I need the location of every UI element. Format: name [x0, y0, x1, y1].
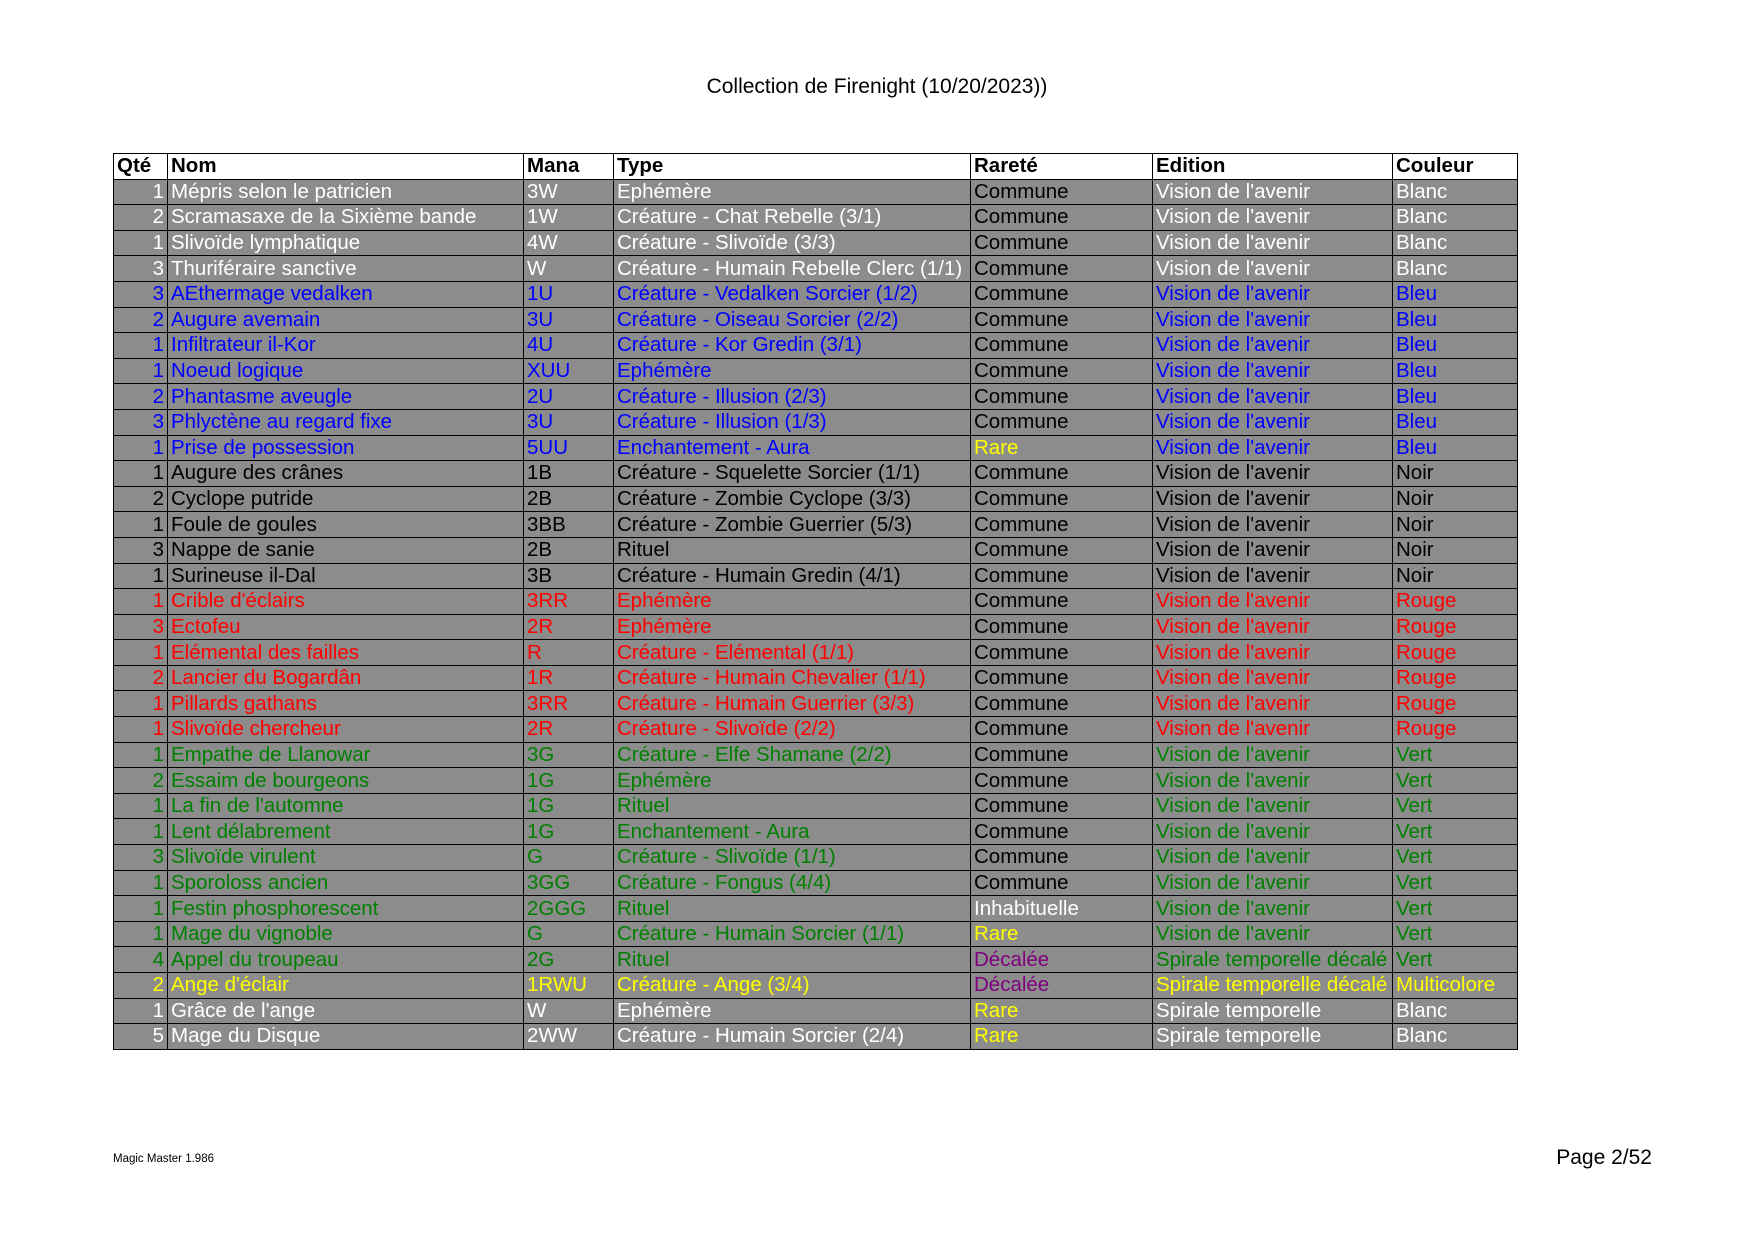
cell-type: Créature - Humain Gredin (4/1) [614, 563, 971, 589]
cell-type: Créature - Illusion (1/3) [614, 409, 971, 435]
cell-name: Prise de possession [168, 435, 524, 461]
cell-qty: 1 [114, 896, 168, 922]
table-row [114, 537, 1518, 563]
cell-mana: 1B [524, 461, 614, 487]
cell-type: Créature - Zombie Cyclope (3/3) [614, 486, 971, 512]
cell-type: Ephémère [614, 179, 971, 205]
cell-color: Rouge [1393, 614, 1518, 640]
cell-mana: 2G [524, 947, 614, 973]
cell-rarity: Commune [971, 768, 1153, 794]
cell-mana: 3RR [524, 691, 614, 717]
cell-mana: R [524, 640, 614, 666]
cell-color: Rouge [1393, 665, 1518, 691]
cell-color: Multicolore [1393, 973, 1518, 999]
cell-rarity: Commune [971, 307, 1153, 333]
cell-type: Ephémère [614, 358, 971, 384]
cell-qty: 4 [114, 947, 168, 973]
cell-color: Bleu [1393, 384, 1518, 410]
cell-type: Créature - Slivoïde (2/2) [614, 717, 971, 743]
cell-name: Slivoïde virulent [168, 845, 524, 871]
cell-edition: Vision de l'avenir [1153, 358, 1393, 384]
cell-type: Créature - Chat Rebelle (3/1) [614, 205, 971, 231]
cell-rarity: Commune [971, 717, 1153, 743]
cell-type: Créature - Illusion (2/3) [614, 384, 971, 410]
cell-color: Bleu [1393, 333, 1518, 359]
cell-color: Rouge [1393, 691, 1518, 717]
cell-rarity: Commune [971, 819, 1153, 845]
table-row [114, 1024, 1518, 1050]
collection-table [113, 153, 1518, 1050]
table-row [114, 896, 1518, 922]
cell-mana: 3BB [524, 512, 614, 538]
cell-rarity: Commune [971, 205, 1153, 231]
cell-color: Vert [1393, 870, 1518, 896]
cell-mana: W [524, 998, 614, 1024]
cell-name: Empathe de Llanowar [168, 742, 524, 768]
cell-mana: 1RWU [524, 973, 614, 999]
cell-color: Bleu [1393, 358, 1518, 384]
cell-edition: Vision de l'avenir [1153, 870, 1393, 896]
header-qty: Qté [114, 154, 168, 180]
cell-mana: G [524, 845, 614, 871]
cell-name: Lent délabrement [168, 819, 524, 845]
cell-name: Ange d'éclair [168, 973, 524, 999]
cell-qty: 3 [114, 845, 168, 871]
cell-name: Grâce de l'ange [168, 998, 524, 1024]
cell-qty: 1 [114, 512, 168, 538]
cell-edition: Vision de l'avenir [1153, 409, 1393, 435]
cell-qty: 1 [114, 179, 168, 205]
cell-color: Vert [1393, 921, 1518, 947]
table-row [114, 230, 1518, 256]
cell-rarity: Commune [971, 230, 1153, 256]
cell-edition: Vision de l'avenir [1153, 589, 1393, 615]
cell-qty: 1 [114, 230, 168, 256]
header-type: Type [614, 154, 971, 180]
cell-qty: 2 [114, 486, 168, 512]
cell-color: Vert [1393, 768, 1518, 794]
cell-qty: 1 [114, 793, 168, 819]
cell-qty: 1 [114, 589, 168, 615]
cell-color: Blanc [1393, 256, 1518, 282]
cell-mana: 4W [524, 230, 614, 256]
cell-edition: Vision de l'avenir [1153, 691, 1393, 717]
cell-qty: 1 [114, 717, 168, 743]
table-row [114, 870, 1518, 896]
cell-name: AEthermage vedalken [168, 281, 524, 307]
cell-rarity: Commune [971, 589, 1153, 615]
cell-rarity: Commune [971, 537, 1153, 563]
cell-qty: 1 [114, 563, 168, 589]
cell-color: Vert [1393, 819, 1518, 845]
cell-edition: Vision de l'avenir [1153, 256, 1393, 282]
cell-rarity: Commune [971, 512, 1153, 538]
cell-mana: 1G [524, 768, 614, 794]
table-row [114, 384, 1518, 410]
cell-color: Blanc [1393, 998, 1518, 1024]
cell-type: Créature - Elémental (1/1) [614, 640, 971, 666]
cell-qty: 2 [114, 384, 168, 410]
cell-qty: 3 [114, 256, 168, 282]
header-rarity: Rareté [971, 154, 1153, 180]
cell-type: Enchantement - Aura [614, 435, 971, 461]
cell-color: Noir [1393, 537, 1518, 563]
cell-mana: XUU [524, 358, 614, 384]
cell-rarity: Commune [971, 384, 1153, 410]
cell-color: Vert [1393, 845, 1518, 871]
cell-name: Foule de goules [168, 512, 524, 538]
table-row [114, 333, 1518, 359]
cell-name: Sporoloss ancien [168, 870, 524, 896]
cell-type: Créature - Squelette Sorcier (1/1) [614, 461, 971, 487]
cell-qty: 1 [114, 691, 168, 717]
table-row [114, 256, 1518, 282]
cell-name: Crible d'éclairs [168, 589, 524, 615]
cell-type: Rituel [614, 896, 971, 922]
cell-qty: 2 [114, 973, 168, 999]
cell-type: Créature - Humain Chevalier (1/1) [614, 665, 971, 691]
cell-type: Créature - Zombie Guerrier (5/3) [614, 512, 971, 538]
cell-edition: Vision de l'avenir [1153, 384, 1393, 410]
table-row [114, 461, 1518, 487]
cell-name: Noeud logique [168, 358, 524, 384]
cell-mana: 2R [524, 717, 614, 743]
cell-mana: 2U [524, 384, 614, 410]
cell-mana: 3GG [524, 870, 614, 896]
table-row [114, 358, 1518, 384]
cell-edition: Spirale temporelle décalé [1153, 947, 1393, 973]
cell-rarity: Commune [971, 793, 1153, 819]
cell-edition: Vision de l'avenir [1153, 819, 1393, 845]
header-row [114, 154, 1518, 180]
table-row [114, 205, 1518, 231]
cell-edition: Vision de l'avenir [1153, 563, 1393, 589]
cell-rarity: Inhabituelle [971, 896, 1153, 922]
cell-rarity: Commune [971, 333, 1153, 359]
table-row [114, 640, 1518, 666]
cell-name: Elémental des failles [168, 640, 524, 666]
cell-edition: Vision de l'avenir [1153, 665, 1393, 691]
cell-qty: 1 [114, 333, 168, 359]
cell-name: Ectofeu [168, 614, 524, 640]
cell-edition: Vision de l'avenir [1153, 614, 1393, 640]
header-name: Nom [168, 154, 524, 180]
cell-type: Créature - Humain Guerrier (3/3) [614, 691, 971, 717]
cell-color: Bleu [1393, 409, 1518, 435]
cell-edition: Vision de l'avenir [1153, 640, 1393, 666]
cell-type: Rituel [614, 793, 971, 819]
cell-qty: 3 [114, 537, 168, 563]
cell-rarity: Commune [971, 358, 1153, 384]
cell-color: Rouge [1393, 717, 1518, 743]
cell-edition: Vision de l'avenir [1153, 179, 1393, 205]
cell-color: Blanc [1393, 205, 1518, 231]
cell-rarity: Décalée [971, 947, 1153, 973]
cell-rarity: Commune [971, 614, 1153, 640]
cell-color: Vert [1393, 793, 1518, 819]
cell-qty: 5 [114, 1024, 168, 1050]
cell-type: Ephémère [614, 998, 971, 1024]
footer-page-number: Page 2/52 [1556, 1146, 1652, 1169]
cell-mana: 1G [524, 819, 614, 845]
cell-type: Créature - Vedalken Sorcier (1/2) [614, 281, 971, 307]
cell-type: Ephémère [614, 614, 971, 640]
cell-rarity: Commune [971, 563, 1153, 589]
table-row [114, 973, 1518, 999]
cell-rarity: Commune [971, 845, 1153, 871]
cell-mana: 3G [524, 742, 614, 768]
cell-edition: Vision de l'avenir [1153, 921, 1393, 947]
cell-qty: 2 [114, 768, 168, 794]
table-row [114, 512, 1518, 538]
cell-type: Ephémère [614, 589, 971, 615]
cell-type: Créature - Oiseau Sorcier (2/2) [614, 307, 971, 333]
cell-color: Blanc [1393, 179, 1518, 205]
cell-name: Lancier du Bogardân [168, 665, 524, 691]
cell-mana: 3U [524, 409, 614, 435]
cell-qty: 2 [114, 307, 168, 333]
cell-mana: 2B [524, 537, 614, 563]
header-mana: Mana [524, 154, 614, 180]
cell-color: Noir [1393, 563, 1518, 589]
cell-name: Essaim de bourgeons [168, 768, 524, 794]
cell-name: Nappe de sanie [168, 537, 524, 563]
cell-mana: 1R [524, 665, 614, 691]
cell-mana: G [524, 921, 614, 947]
cell-color: Rouge [1393, 589, 1518, 615]
cell-color: Bleu [1393, 281, 1518, 307]
cell-color: Bleu [1393, 435, 1518, 461]
table-row [114, 819, 1518, 845]
cell-rarity: Rare [971, 921, 1153, 947]
cell-edition: Vision de l'avenir [1153, 896, 1393, 922]
cell-color: Rouge [1393, 640, 1518, 666]
cell-color: Noir [1393, 461, 1518, 487]
cell-rarity: Commune [971, 691, 1153, 717]
table-row [114, 717, 1518, 743]
cell-name: Infiltrateur il-Kor [168, 333, 524, 359]
cell-rarity: Commune [971, 640, 1153, 666]
cell-qty: 1 [114, 921, 168, 947]
cell-mana: 3W [524, 179, 614, 205]
cell-color: Bleu [1393, 307, 1518, 333]
cell-type: Créature - Humain Sorcier (2/4) [614, 1024, 971, 1050]
cell-qty: 1 [114, 358, 168, 384]
cell-edition: Vision de l'avenir [1153, 742, 1393, 768]
table-row [114, 665, 1518, 691]
cell-mana: 1U [524, 281, 614, 307]
cell-qty: 1 [114, 998, 168, 1024]
cell-rarity: Commune [971, 665, 1153, 691]
cell-name: Scramasaxe de la Sixième bande [168, 205, 524, 231]
cell-rarity: Commune [971, 281, 1153, 307]
cell-edition: Vision de l'avenir [1153, 793, 1393, 819]
cell-type: Créature - Slivoïde (1/1) [614, 845, 971, 871]
cell-mana: 2R [524, 614, 614, 640]
cell-qty: 3 [114, 281, 168, 307]
cell-mana: 5UU [524, 435, 614, 461]
cell-edition: Vision de l'avenir [1153, 461, 1393, 487]
cell-rarity: Commune [971, 409, 1153, 435]
cell-name: Cyclope putride [168, 486, 524, 512]
cell-edition: Spirale temporelle [1153, 1024, 1393, 1050]
cell-qty: 1 [114, 870, 168, 896]
cell-rarity: Commune [971, 870, 1153, 896]
cell-type: Créature - Slivoïde (3/3) [614, 230, 971, 256]
cell-rarity: Commune [971, 179, 1153, 205]
cell-qty: 1 [114, 435, 168, 461]
cell-rarity: Décalée [971, 973, 1153, 999]
cell-mana: 1G [524, 793, 614, 819]
cell-color: Noir [1393, 486, 1518, 512]
cell-edition: Vision de l'avenir [1153, 333, 1393, 359]
cell-type: Enchantement - Aura [614, 819, 971, 845]
cell-rarity: Rare [971, 998, 1153, 1024]
cell-name: Phlyctène au regard fixe [168, 409, 524, 435]
cell-mana: 3U [524, 307, 614, 333]
cell-qty: 1 [114, 640, 168, 666]
table-row [114, 589, 1518, 615]
cell-rarity: Commune [971, 742, 1153, 768]
cell-name: Mage du Disque [168, 1024, 524, 1050]
cell-type: Rituel [614, 947, 971, 973]
cell-rarity: Rare [971, 1024, 1153, 1050]
cell-qty: 2 [114, 665, 168, 691]
cell-edition: Vision de l'avenir [1153, 512, 1393, 538]
cell-name: Surineuse il-Dal [168, 563, 524, 589]
table-row [114, 793, 1518, 819]
cell-mana: 3RR [524, 589, 614, 615]
cell-name: Appel du troupeau [168, 947, 524, 973]
cell-color: Vert [1393, 947, 1518, 973]
cell-edition: Spirale temporelle [1153, 998, 1393, 1024]
cell-qty: 3 [114, 409, 168, 435]
cell-edition: Spirale temporelle décalé [1153, 973, 1393, 999]
table-row [114, 947, 1518, 973]
table-row [114, 768, 1518, 794]
cell-mana: 2GGG [524, 896, 614, 922]
table-row [114, 435, 1518, 461]
cell-qty: 3 [114, 614, 168, 640]
cell-mana: 2WW [524, 1024, 614, 1050]
cell-edition: Vision de l'avenir [1153, 230, 1393, 256]
cell-qty: 1 [114, 819, 168, 845]
cell-type: Créature - Humain Rebelle Clerc (1/1) [614, 256, 971, 282]
cell-name: Mépris selon le patricien [168, 179, 524, 205]
cell-edition: Vision de l'avenir [1153, 205, 1393, 231]
cell-name: Slivoïde lymphatique [168, 230, 524, 256]
cell-type: Rituel [614, 537, 971, 563]
cell-rarity: Commune [971, 256, 1153, 282]
cell-edition: Vision de l'avenir [1153, 486, 1393, 512]
cell-name: Augure des crânes [168, 461, 524, 487]
table-row [114, 742, 1518, 768]
page-title: Collection de Firenight (10/20/2023)) [706, 75, 1048, 98]
cell-rarity: Commune [971, 461, 1153, 487]
cell-rarity: Commune [971, 486, 1153, 512]
cell-name: Thuriféraire sanctive [168, 256, 524, 282]
cell-mana: W [524, 256, 614, 282]
cell-edition: Vision de l'avenir [1153, 717, 1393, 743]
table-row [114, 614, 1518, 640]
cell-color: Vert [1393, 742, 1518, 768]
cell-type: Ephémère [614, 768, 971, 794]
cell-mana: 1W [524, 205, 614, 231]
cell-edition: Vision de l'avenir [1153, 537, 1393, 563]
table-row [114, 409, 1518, 435]
cell-mana: 4U [524, 333, 614, 359]
cell-name: La fin de l'automne [168, 793, 524, 819]
cell-type: Créature - Kor Gredin (3/1) [614, 333, 971, 359]
table-row [114, 179, 1518, 205]
cell-type: Créature - Ange (3/4) [614, 973, 971, 999]
cell-name: Augure avemain [168, 307, 524, 333]
cell-name: Pillards gathans [168, 691, 524, 717]
cell-edition: Vision de l'avenir [1153, 845, 1393, 871]
table-row [114, 486, 1518, 512]
table-row [114, 563, 1518, 589]
cell-name: Festin phosphorescent [168, 896, 524, 922]
cell-type: Créature - Fongus (4/4) [614, 870, 971, 896]
cell-rarity: Rare [971, 435, 1153, 461]
header-color: Couleur [1393, 154, 1518, 180]
cell-name: Slivoïde chercheur [168, 717, 524, 743]
cell-type: Créature - Elfe Shamane (2/2) [614, 742, 971, 768]
cell-color: Vert [1393, 896, 1518, 922]
cell-name: Phantasme aveugle [168, 384, 524, 410]
table-row [114, 691, 1518, 717]
cell-name: Mage du vignoble [168, 921, 524, 947]
cell-color: Blanc [1393, 230, 1518, 256]
cell-color: Blanc [1393, 1024, 1518, 1050]
cell-type: Créature - Humain Sorcier (1/1) [614, 921, 971, 947]
table-row [114, 281, 1518, 307]
cell-qty: 1 [114, 742, 168, 768]
cell-edition: Vision de l'avenir [1153, 435, 1393, 461]
cell-mana: 3B [524, 563, 614, 589]
cell-edition: Vision de l'avenir [1153, 768, 1393, 794]
cell-edition: Vision de l'avenir [1153, 307, 1393, 333]
table-row [114, 307, 1518, 333]
footer-app-version: Magic Master 1.986 [113, 1153, 214, 1165]
header-edition: Edition [1153, 154, 1393, 180]
cell-qty: 2 [114, 205, 168, 231]
cell-edition: Vision de l'avenir [1153, 281, 1393, 307]
table-row [114, 845, 1518, 871]
cell-mana: 2B [524, 486, 614, 512]
table-row [114, 921, 1518, 947]
table-row [114, 998, 1518, 1024]
cell-qty: 1 [114, 461, 168, 487]
cell-color: Noir [1393, 512, 1518, 538]
